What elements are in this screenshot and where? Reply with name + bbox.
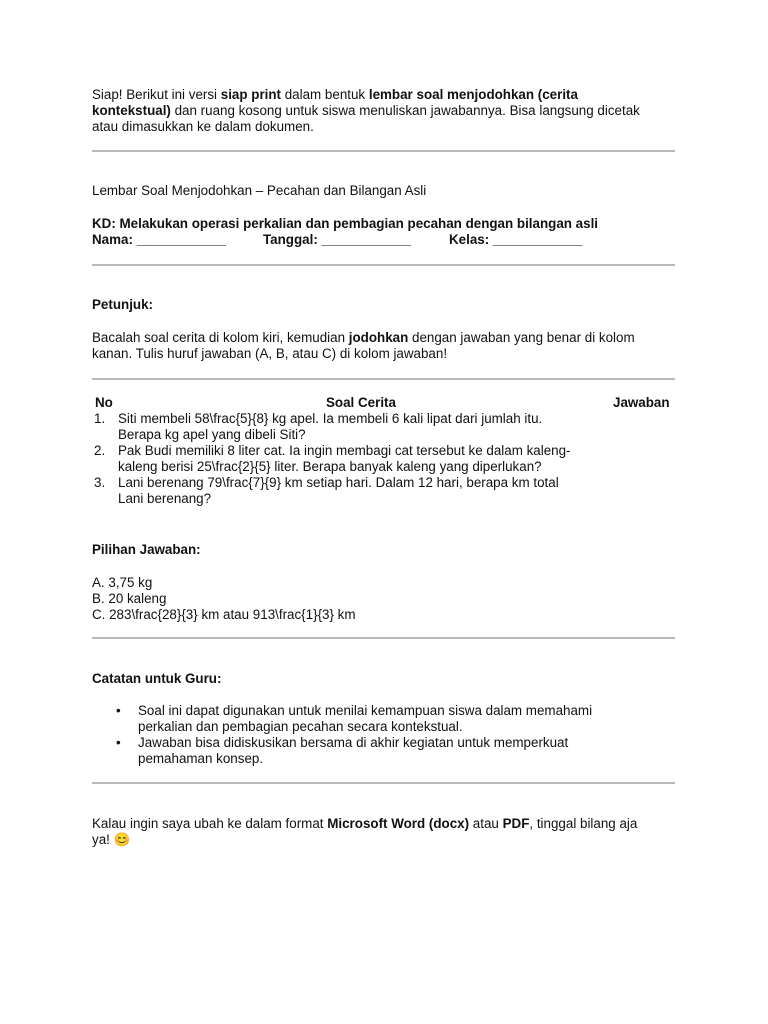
note-text: Soal ini dapat digunakan untuk menilai kemampuan siswa dalam memahami [138, 703, 593, 718]
closing-text: Kalau ingin saya ubah ke dalam format [92, 816, 328, 831]
bullet-icon: • [116, 735, 121, 750]
table-header-row [92, 395, 682, 411]
notes-list [92, 703, 682, 767]
divider [92, 378, 675, 380]
teacher-notes [92, 703, 682, 767]
intro-text: Siap! Berikut ini versi [92, 87, 221, 102]
question-text: kaleng berisi 25\frac{2}{5} liter. Berapa banyak kaleng yang diperlukan? [118, 459, 542, 474]
pilihan-heading: Pilihan Jawaban: [92, 542, 201, 557]
kelas-field: Kelas: ____________ [449, 232, 583, 247]
petunjuk-text: dengan jawaban yang benar di kolom [408, 330, 635, 345]
intro-paragraph [92, 87, 682, 135]
intro-text: dalam bentuk [281, 87, 369, 102]
nama-field: Nama: ____________ [92, 232, 227, 247]
questions-list [92, 411, 612, 507]
question-text: Lani berenang 79\frac{7}{9} km setiap hari. Dalam 12 hari, berapa km total [118, 475, 559, 490]
divider [92, 150, 675, 152]
petunjuk-text: Bacalah soal cerita di kolom kiri, kemudian [92, 330, 349, 345]
question-text: Lani berenang? [118, 491, 212, 506]
list-item [92, 735, 682, 767]
answer-option: C. 283\frac{28}{3} km atau 913\frac{1}{3} km [92, 607, 356, 622]
answer-option: B. 20 kaleng [92, 591, 167, 606]
question-text: Siti membeli 58\frac{5}{8} kg apel. Ia membeli 6 kali lipat dari jumlah itu. [118, 411, 543, 426]
list-item [92, 703, 682, 735]
answer-options [92, 575, 682, 623]
question-text: Pak Budi memiliki 8 liter cat. Ia ingin membagi cat tersebut ke dalam kaleng- [118, 443, 571, 458]
table-row [92, 475, 612, 507]
closing-paragraph [92, 816, 682, 848]
intro-text: atau dimasukkan ke dalam dokumen. [92, 119, 314, 134]
worksheet-title: Lembar Soal Menjodohkan – Pecahan dan Bilangan Asli [92, 183, 427, 198]
worksheet-kd: KD: Melakukan operasi perkalian dan pembagian pecahan dengan bilangan asli [92, 216, 599, 231]
header-no: No [95, 395, 113, 410]
closing-text: , tinggal bilang aja [529, 816, 638, 831]
table-row [92, 443, 612, 475]
answer-option: A. 3,75 kg [92, 575, 153, 590]
petunjuk-paragraph [92, 330, 682, 362]
header-soal-cerita: Soal Cerita [326, 395, 396, 410]
questions-table [92, 411, 682, 511]
header-jawaban: Jawaban [613, 395, 670, 410]
closing-text: atau [469, 816, 503, 831]
petunjuk-bold: jodohkan [348, 330, 409, 345]
closing-bold: PDF [502, 816, 530, 831]
divider [92, 264, 675, 266]
intro-bold: lembar soal menjodohkan (cerita [368, 87, 578, 102]
bullet-icon: • [116, 703, 121, 718]
intro-text: dan ruang kosong untuk siswa menuliskan jawabannya. Bisa langsung dicetak [170, 103, 640, 118]
petunjuk-heading: Petunjuk: [92, 297, 154, 312]
table-row [92, 411, 612, 443]
row-number: 2. [94, 443, 106, 458]
petunjuk-text: kanan. Tulis huruf jawaban (A, B, atau C) di kolom jawaban! [92, 346, 448, 361]
closing-text: ya! 😊 [92, 832, 131, 847]
row-number: 3. [94, 475, 106, 490]
worksheet-identity-row [92, 232, 682, 248]
closing-bold: Microsoft Word (docx) [327, 816, 470, 831]
note-text: Jawaban bisa didiskusikan bersama di akhir kegiatan untuk memperkuat [138, 735, 569, 750]
divider [92, 782, 675, 784]
note-text: pemahaman konsep. [138, 751, 264, 766]
note-text: perkalian dan pembagian pecahan secara kontekstual. [138, 719, 463, 734]
intro-bold: siap print [220, 87, 282, 102]
question-text: Berapa kg apel yang dibeli Siti? [118, 427, 306, 442]
divider [92, 637, 675, 639]
row-number: 1. [94, 411, 106, 426]
intro-bold: kontekstual) [92, 103, 171, 118]
tanggal-field: Tanggal: ____________ [263, 232, 411, 247]
catatan-heading: Catatan untuk Guru: [92, 671, 222, 686]
